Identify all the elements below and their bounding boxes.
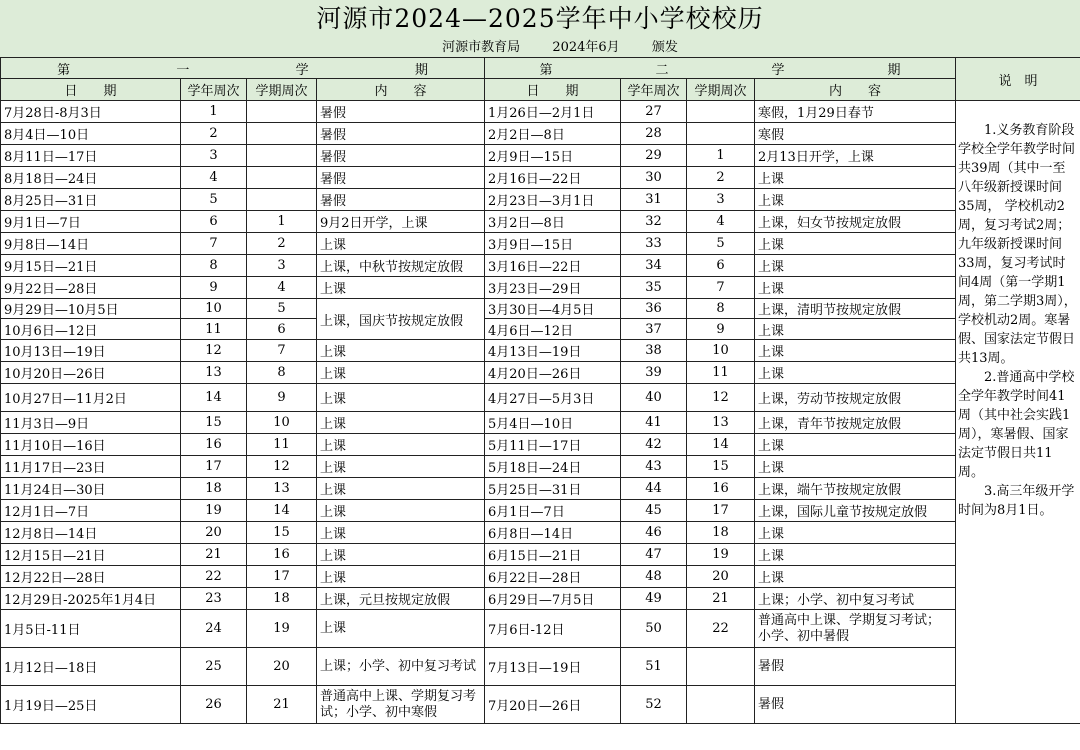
date-cell: 2月16日—22日 — [485, 167, 621, 189]
content-cell: 上课 — [755, 434, 956, 456]
sem-week-cell: 1 — [247, 211, 317, 233]
sem-week-cell: 12 — [247, 456, 317, 478]
content-cell: 暑假 — [317, 123, 485, 145]
sem-week-cell: 21 — [247, 686, 317, 724]
content-cell: 上课 — [755, 522, 956, 544]
year-week-header-1: 学年周次 — [181, 79, 247, 101]
year-week-cell: 3 — [181, 145, 247, 167]
content-cell: 暑假 — [755, 686, 956, 724]
content-cell: 上课 — [317, 566, 485, 588]
date-cell: 9月15日—21日 — [1, 255, 181, 277]
content-cell: 上课 — [755, 319, 956, 340]
content-cell: 上课；小学、初中复习考试 — [317, 648, 485, 686]
date-cell: 6月15日—21日 — [485, 544, 621, 566]
date-header-1: 日 期 — [1, 79, 181, 101]
year-week-cell: 37 — [621, 319, 687, 340]
date-cell: 4月20日—26日 — [485, 362, 621, 384]
date-cell: 9月8日—14日 — [1, 233, 181, 255]
table-row — [1, 299, 1080, 319]
sem-week-cell: 18 — [247, 588, 317, 610]
year-week-cell: 2 — [181, 123, 247, 145]
sem-week-cell: 19 — [687, 544, 755, 566]
content-cell: 上课 — [755, 362, 956, 384]
year-week-cell: 10 — [181, 299, 247, 319]
sem-week-cell: 9 — [247, 384, 317, 412]
sem-week-cell: 20 — [687, 566, 755, 588]
date-cell: 5月18日—24日 — [485, 456, 621, 478]
content-cell: 上课 — [755, 544, 956, 566]
table-row — [1, 412, 1080, 434]
date-cell: 3月2日—8日 — [485, 211, 621, 233]
date-cell: 10月20日—26日 — [1, 362, 181, 384]
date-cell: 8月18日—24日 — [1, 167, 181, 189]
table-row — [1, 522, 1080, 544]
content-cell: 上课，端午节按规定放假 — [755, 478, 956, 500]
date-cell: 6月22日—28日 — [485, 566, 621, 588]
sem-week-cell: 1 — [687, 145, 755, 167]
year-week-cell: 25 — [181, 648, 247, 686]
year-week-cell: 7 — [181, 233, 247, 255]
sem-week-cell: 12 — [687, 384, 755, 412]
sem-week-cell — [247, 189, 317, 211]
year-week-cell: 31 — [621, 189, 687, 211]
date-cell: 3月9日—15日 — [485, 233, 621, 255]
sem-week-cell: 13 — [687, 412, 755, 434]
semester-2-header: 第 二 学 期 — [485, 58, 956, 79]
content-cell: 暑假 — [755, 648, 956, 686]
date-cell: 4月6日—12日 — [485, 319, 621, 340]
date-cell: 3月30日—4月5日 — [485, 299, 621, 319]
sem-week-cell: 20 — [247, 648, 317, 686]
year-week-cell: 27 — [621, 101, 687, 123]
sem-week-cell: 3 — [247, 255, 317, 277]
year-week-cell: 23 — [181, 588, 247, 610]
notes-cell — [956, 101, 1080, 724]
date-cell: 10月6日—12日 — [1, 319, 181, 340]
table-row — [1, 610, 1080, 648]
content-cell: 上课 — [317, 544, 485, 566]
date-cell: 1月19日—25日 — [1, 686, 181, 724]
content-cell: 上课 — [755, 340, 956, 362]
table-row — [1, 384, 1080, 412]
table-row — [1, 123, 1080, 145]
table-row — [1, 500, 1080, 522]
sem-week-cell: 9 — [687, 319, 755, 340]
year-week-cell: 17 — [181, 456, 247, 478]
table-row — [1, 255, 1080, 277]
note-paragraph: 2.普通高中学校全学年教学时间41周（其中社会实践1周），寒暑假、国家法定节假日共11周。 — [958, 370, 1075, 480]
content-cell: 上课；小学、初中复习考试 — [755, 588, 956, 610]
date-cell: 7月28日-8月3日 — [1, 101, 181, 123]
table-row — [1, 277, 1080, 299]
year-week-cell: 13 — [181, 362, 247, 384]
table-row — [1, 167, 1080, 189]
note-paragraph: 3.高三年级开学时间为8月1日。 — [958, 484, 1075, 518]
content-cell: 上课 — [755, 255, 956, 277]
issue-date: 2024年6月 — [552, 40, 620, 55]
table-row — [1, 648, 1080, 686]
year-week-cell: 52 — [621, 686, 687, 724]
sem-week-cell: 17 — [247, 566, 317, 588]
content-cell: 上课 — [317, 500, 485, 522]
year-week-cell: 26 — [181, 686, 247, 724]
sem-week-cell — [247, 167, 317, 189]
year-week-cell: 18 — [181, 478, 247, 500]
sem-week-cell: 3 — [687, 189, 755, 211]
table-row — [1, 566, 1080, 588]
sem-week-cell: 16 — [687, 478, 755, 500]
year-week-cell: 12 — [181, 340, 247, 362]
content-cell: 上课 — [755, 456, 956, 478]
content-cell: 上课 — [317, 277, 485, 299]
table-row — [1, 456, 1080, 478]
date-cell: 11月24日—30日 — [1, 478, 181, 500]
content-cell: 上课，劳动节按规定放假 — [755, 384, 956, 412]
content-cell: 上课，中秋节按规定放假 — [317, 255, 485, 277]
date-cell: 4月27日—5月3日 — [485, 384, 621, 412]
page-title: 河源市2024—2025学年中小学校校历 — [0, 0, 1080, 38]
sem-week-cell: 4 — [247, 277, 317, 299]
date-cell: 1月26日—2月1日 — [485, 101, 621, 123]
sem-week-cell: 7 — [247, 340, 317, 362]
sem-week-cell — [247, 123, 317, 145]
calendar-table — [0, 57, 1080, 724]
sem-week-cell: 8 — [687, 299, 755, 319]
year-week-cell: 41 — [621, 412, 687, 434]
date-cell: 11月3日—9日 — [1, 412, 181, 434]
content-cell: 上课，清明节按规定放假 — [755, 299, 956, 319]
sem-week-cell: 21 — [687, 588, 755, 610]
table-row — [1, 478, 1080, 500]
year-week-cell: 28 — [621, 123, 687, 145]
content-cell: 上课 — [317, 233, 485, 255]
year-week-cell: 30 — [621, 167, 687, 189]
year-week-cell: 47 — [621, 544, 687, 566]
date-cell: 7月13日—19日 — [485, 648, 621, 686]
table-row — [1, 211, 1080, 233]
date-cell: 1月5日-11日 — [1, 610, 181, 648]
content-cell: 普通高中上课、学期复习考试；小学、初中寒假 — [317, 686, 485, 724]
year-week-cell: 45 — [621, 500, 687, 522]
content-cell: 上课 — [755, 189, 956, 211]
date-cell: 11月10日—16日 — [1, 434, 181, 456]
year-week-cell: 29 — [621, 145, 687, 167]
content-cell: 上课，国际儿童节按规定放假 — [755, 500, 956, 522]
year-week-cell: 19 — [181, 500, 247, 522]
content-header-2: 内 容 — [755, 79, 956, 101]
year-week-cell: 22 — [181, 566, 247, 588]
sem-week-cell: 15 — [247, 522, 317, 544]
date-cell: 7月6日-12日 — [485, 610, 621, 648]
sem-week-cell — [687, 648, 755, 686]
year-week-cell: 50 — [621, 610, 687, 648]
date-cell: 3月16日—22日 — [485, 255, 621, 277]
sem-week-cell — [687, 123, 755, 145]
content-cell: 上课 — [317, 362, 485, 384]
date-cell: 12月22日—28日 — [1, 566, 181, 588]
table-row — [1, 319, 1080, 340]
sem-week-cell: 11 — [687, 362, 755, 384]
sem-week-cell: 10 — [687, 340, 755, 362]
date-cell: 8月25日—31日 — [1, 189, 181, 211]
year-week-cell: 43 — [621, 456, 687, 478]
date-cell: 12月8日—14日 — [1, 522, 181, 544]
year-week-cell: 11 — [181, 319, 247, 340]
table-row — [1, 189, 1080, 211]
year-week-cell: 20 — [181, 522, 247, 544]
date-cell: 2月2日—8日 — [485, 123, 621, 145]
header-row-semesters — [1, 58, 1080, 79]
content-cell: 上课 — [317, 412, 485, 434]
sem-week-cell: 16 — [247, 544, 317, 566]
year-week-cell: 24 — [181, 610, 247, 648]
content-cell: 上课 — [317, 522, 485, 544]
sem-week-cell: 17 — [687, 500, 755, 522]
table-row — [1, 101, 1080, 123]
content-cell: 上课 — [755, 277, 956, 299]
year-week-cell: 5 — [181, 189, 247, 211]
sem-week-cell: 14 — [687, 434, 755, 456]
sem-week-header-2: 学期周次 — [687, 79, 755, 101]
year-week-cell: 39 — [621, 362, 687, 384]
year-week-cell: 35 — [621, 277, 687, 299]
sem-week-cell: 11 — [247, 434, 317, 456]
table-row — [1, 686, 1080, 724]
date-cell: 7月20日—26日 — [485, 686, 621, 724]
date-cell: 9月29日—10月5日 — [1, 299, 181, 319]
date-cell: 2月9日—15日 — [485, 145, 621, 167]
date-cell: 9月1日—7日 — [1, 211, 181, 233]
sem-week-cell: 13 — [247, 478, 317, 500]
content-cell: 暑假 — [317, 189, 485, 211]
year-week-cell: 51 — [621, 648, 687, 686]
year-week-cell: 32 — [621, 211, 687, 233]
content-cell: 上课，元旦按规定放假 — [317, 588, 485, 610]
date-cell: 4月13日—19日 — [485, 340, 621, 362]
year-week-cell: 38 — [621, 340, 687, 362]
date-cell: 12月1日—7日 — [1, 500, 181, 522]
date-cell: 12月15日—21日 — [1, 544, 181, 566]
table-row — [1, 340, 1080, 362]
date-cell: 1月12日—18日 — [1, 648, 181, 686]
date-cell: 6月29日—7月5日 — [485, 588, 621, 610]
content-cell: 暑假 — [317, 167, 485, 189]
sem-week-cell: 22 — [687, 610, 755, 648]
table-row — [1, 145, 1080, 167]
content-cell: 寒假，1月29日春节 — [755, 101, 956, 123]
date-cell: 6月1日—7日 — [485, 500, 621, 522]
note-paragraph: 1.义务教育阶段学校全学年教学时间共39周（其中一至八年级新授课时间35周， 学校机动2周，复习考试2周；九年级新授课时间33周，复习考试时间4周（第一学期1周，第二学期3周），学校机动2周。寒暑假、国家法定节假日共13周。 — [958, 123, 1077, 366]
year-week-cell: 4 — [181, 167, 247, 189]
content-cell: 上课，妇女节按规定放假 — [755, 211, 956, 233]
year-week-cell: 42 — [621, 434, 687, 456]
sem-week-cell: 10 — [247, 412, 317, 434]
content-cell: 上课 — [317, 610, 485, 648]
sem-week-cell: 8 — [247, 362, 317, 384]
header-row-columns — [1, 79, 1080, 101]
year-week-cell: 36 — [621, 299, 687, 319]
year-week-cell: 1 — [181, 101, 247, 123]
sem-week-header-1: 学期周次 — [247, 79, 317, 101]
year-week-cell: 33 — [621, 233, 687, 255]
content-cell: 暑假 — [317, 145, 485, 167]
sem-week-cell — [687, 686, 755, 724]
content-cell: 2月13日开学，上课 — [755, 145, 956, 167]
notes-header: 说 明 — [956, 58, 1080, 101]
sem-week-cell: 2 — [247, 233, 317, 255]
year-week-cell: 15 — [181, 412, 247, 434]
semester-1-header: 第 一 学 期 — [1, 58, 485, 79]
content-cell: 上课 — [317, 340, 485, 362]
year-week-header-2: 学年周次 — [621, 79, 687, 101]
sem-week-cell: 15 — [687, 456, 755, 478]
date-cell: 6月8日—14日 — [485, 522, 621, 544]
content-header-1: 内 容 — [317, 79, 485, 101]
date-cell: 8月11日—17日 — [1, 145, 181, 167]
year-week-cell: 34 — [621, 255, 687, 277]
year-week-cell: 21 — [181, 544, 247, 566]
date-cell: 2月23日—3月1日 — [485, 189, 621, 211]
year-week-cell: 14 — [181, 384, 247, 412]
date-cell: 5月4日—10日 — [485, 412, 621, 434]
date-cell: 3月23日—29日 — [485, 277, 621, 299]
content-cell: 上课，青年节按规定放假 — [755, 412, 956, 434]
date-cell: 10月13日—19日 — [1, 340, 181, 362]
content-cell: 上课 — [317, 384, 485, 412]
sem-week-cell — [687, 101, 755, 123]
year-week-cell: 40 — [621, 384, 687, 412]
content-cell: 上课 — [755, 167, 956, 189]
content-cell: 暑假 — [317, 101, 485, 123]
sem-week-cell: 5 — [687, 233, 755, 255]
issuer-name: 河源市教育局 — [442, 40, 521, 55]
date-cell: 9月22日—28日 — [1, 277, 181, 299]
sem-week-cell: 2 — [687, 167, 755, 189]
year-week-cell: 16 — [181, 434, 247, 456]
date-header-2: 日 期 — [485, 79, 621, 101]
table-row — [1, 588, 1080, 610]
year-week-cell: 44 — [621, 478, 687, 500]
table-row — [1, 434, 1080, 456]
year-week-cell: 6 — [181, 211, 247, 233]
content-cell: 上课 — [755, 566, 956, 588]
date-cell: 5月25日—31日 — [485, 478, 621, 500]
date-cell: 10月27日—11月2日 — [1, 384, 181, 412]
year-week-cell: 49 — [621, 588, 687, 610]
sem-week-cell: 4 — [687, 211, 755, 233]
content-cell: 上课 — [317, 478, 485, 500]
sem-week-cell: 19 — [247, 610, 317, 648]
year-week-cell: 8 — [181, 255, 247, 277]
date-cell: 11月17日—23日 — [1, 456, 181, 478]
issue-action: 颁发 — [651, 40, 678, 55]
content-cell: 上课 — [755, 233, 956, 255]
content-cell: 普通高中上课、学期复习考试；小学、初中暑假 — [755, 610, 956, 648]
sem-week-cell: 6 — [687, 255, 755, 277]
content-cell: 上课，国庆节按规定放假 — [317, 299, 485, 340]
date-cell: 12月29日-2025年1月4日 — [1, 588, 181, 610]
table-row — [1, 362, 1080, 384]
content-cell: 9月2日开学，上课 — [317, 211, 485, 233]
content-cell: 上课 — [317, 456, 485, 478]
table-row — [1, 544, 1080, 566]
sem-week-cell: 14 — [247, 500, 317, 522]
sem-week-cell: 5 — [247, 299, 317, 319]
issuer-line — [0, 38, 1080, 57]
table-row — [1, 233, 1080, 255]
year-week-cell: 46 — [621, 522, 687, 544]
sem-week-cell — [247, 145, 317, 167]
content-cell: 上课 — [317, 434, 485, 456]
year-week-cell: 9 — [181, 277, 247, 299]
sem-week-cell: 18 — [687, 522, 755, 544]
sem-week-cell: 7 — [687, 277, 755, 299]
sem-week-cell — [247, 101, 317, 123]
year-week-cell: 48 — [621, 566, 687, 588]
date-cell: 5月11日—17日 — [485, 434, 621, 456]
date-cell: 8月4日—10日 — [1, 123, 181, 145]
sem-week-cell: 6 — [247, 319, 317, 340]
content-cell: 寒假 — [755, 123, 956, 145]
